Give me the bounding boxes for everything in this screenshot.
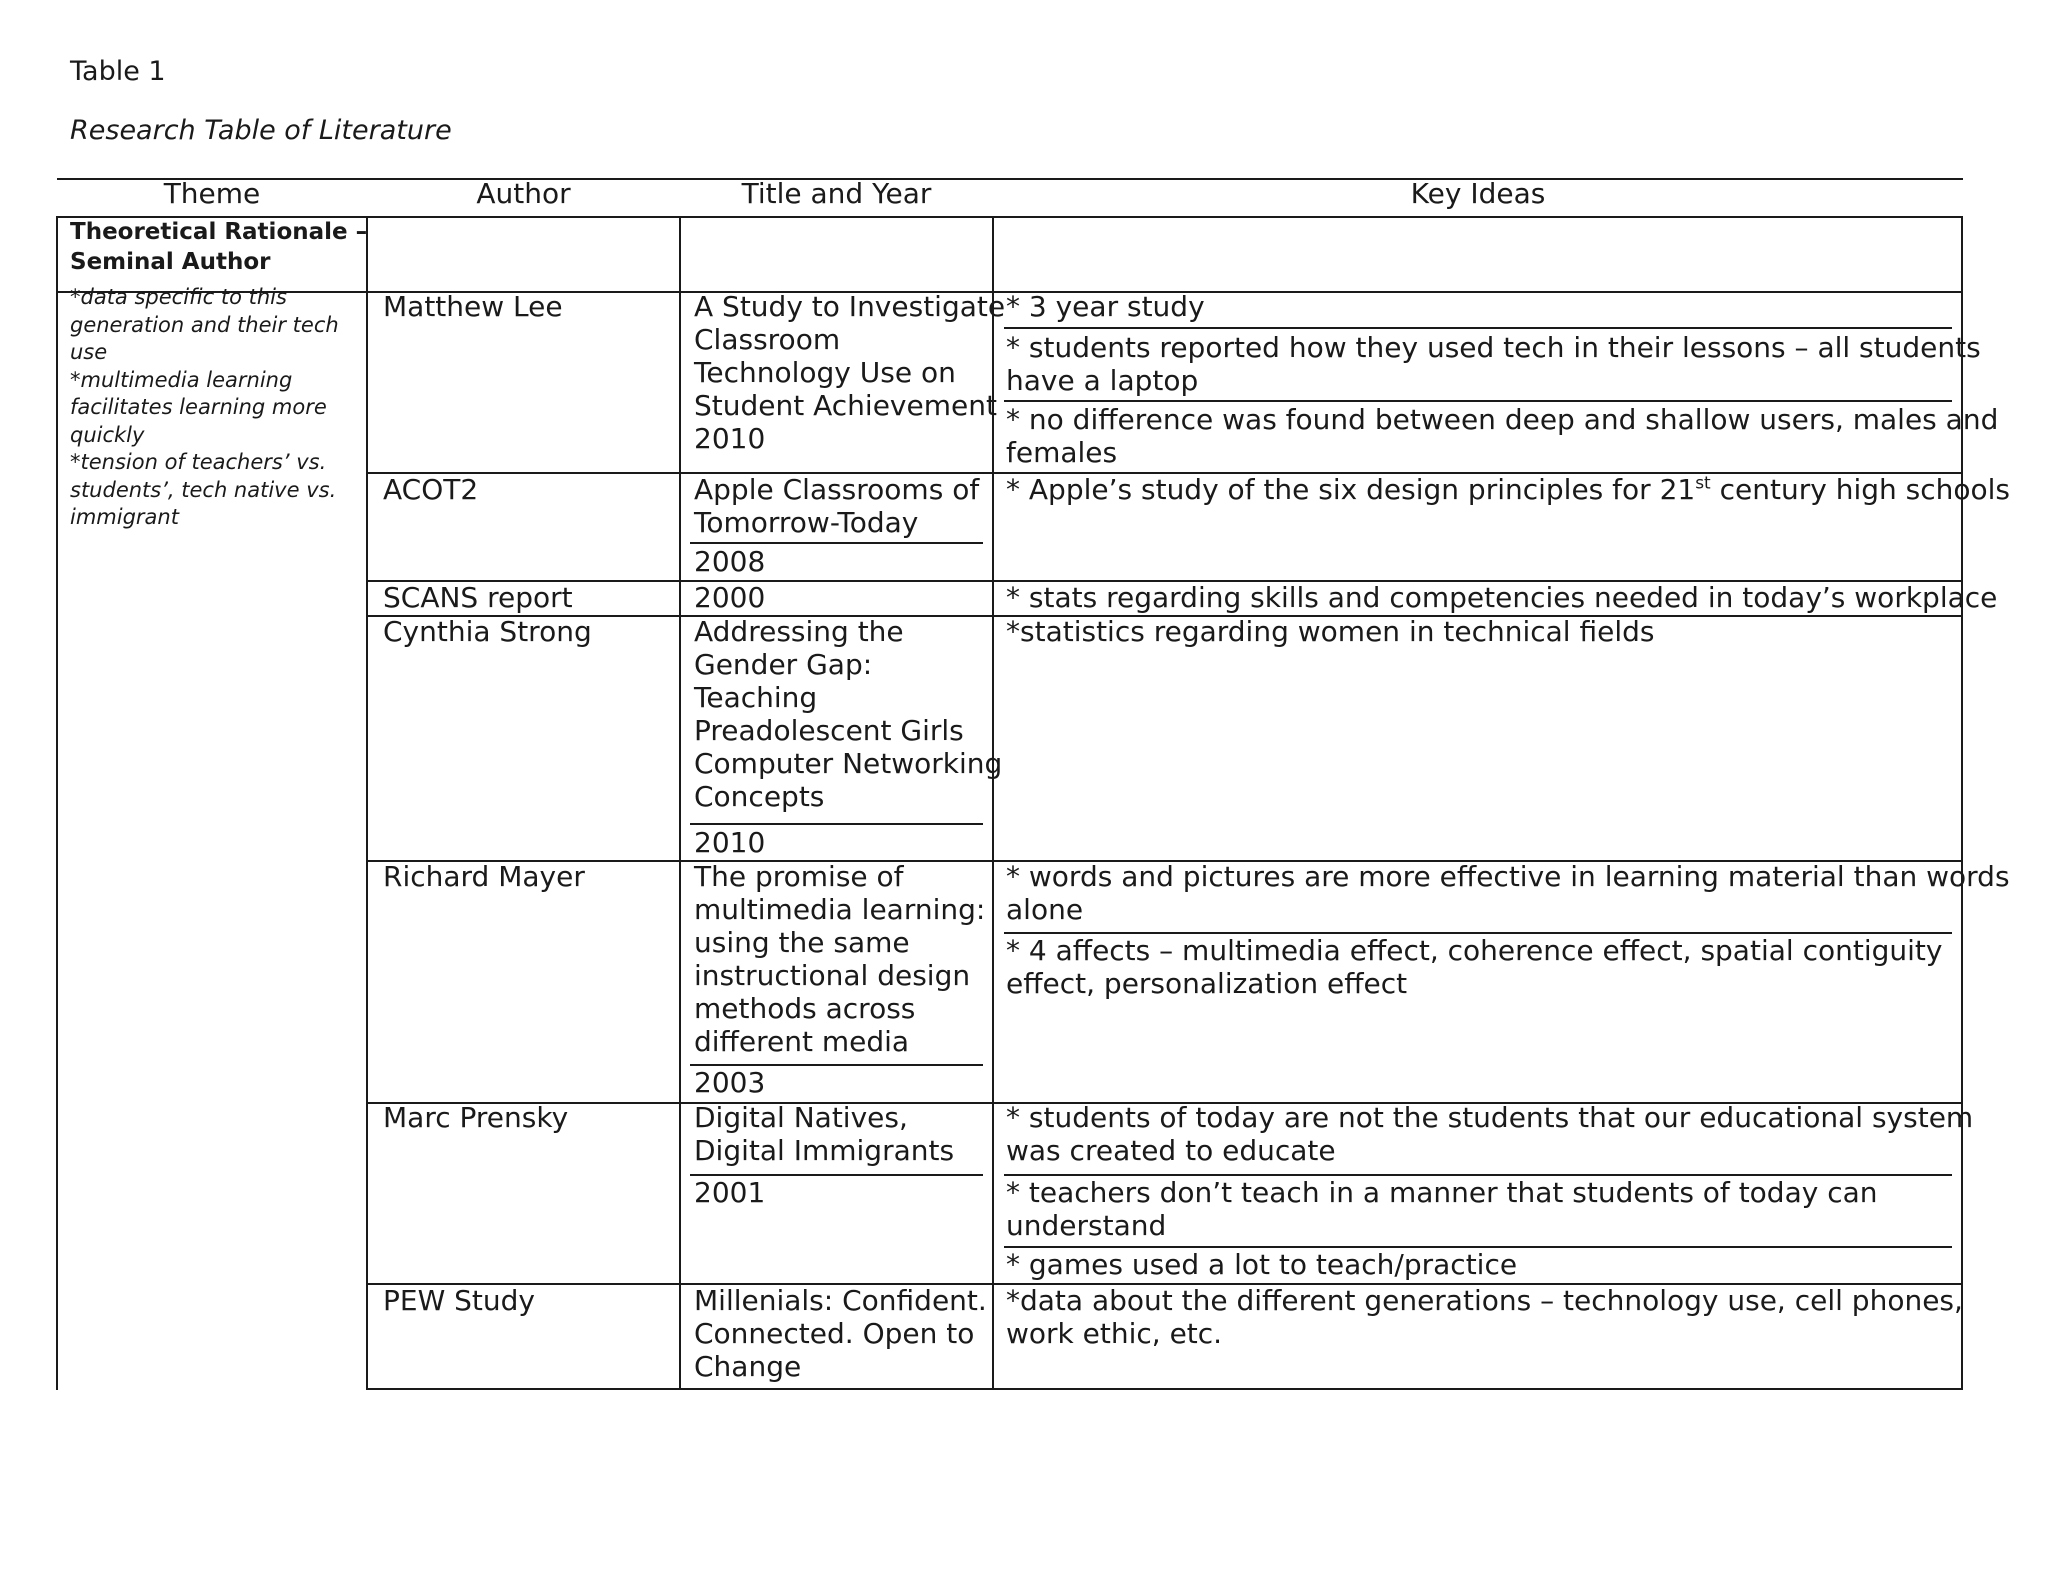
idea-divider [1004, 400, 1952, 402]
key-idea: * 4 affects – multimedia effect, coherence effect, spatial contiguity effect, personalization effect [1006, 934, 1943, 1000]
year-divider [690, 823, 983, 825]
year-cell: 2003 [694, 1066, 766, 1099]
key-idea: *data about the different generations – technology use, cell phones, work ethic, etc. [1006, 1284, 1963, 1350]
theme-note: *tension of teachers’ vs. students’, tech native vs. immigrant [70, 450, 337, 529]
title-cell: Addressing the Gender Gap: Teaching Preadolescent Girls Computer Networking Concepts [694, 615, 1003, 813]
author-cell: ACOT2 [383, 473, 479, 506]
key-idea: * stats regarding skills and competencies needed in today’s workplace [1006, 581, 1998, 614]
theme-heading: Theoretical Rationale – Seminal Author [70, 219, 368, 275]
title-cell: A Study to Investigate Classroom Technology Use on Student Achievement 2010 [694, 290, 1006, 455]
title-cell: 2000 [694, 581, 766, 614]
title-cell: Apple Classrooms of Tomorrow-Today [694, 473, 980, 539]
key-idea: * no difference was found between deep and shallow users, males and females [1006, 403, 1999, 469]
author-cell: SCANS report [383, 581, 573, 614]
table-bottom-rule [366, 1388, 1963, 1390]
year-cell: 2001 [694, 1176, 766, 1209]
author-cell: Matthew Lee [383, 290, 563, 323]
theme-note: *multimedia learning facilitates learning more quickly [70, 367, 327, 447]
key-idea: * students of today are not the students that our educational system was created to educate [1006, 1101, 1974, 1167]
author-cell: PEW Study [383, 1284, 536, 1317]
theme-notes [70, 284, 360, 532]
column-header-title-year: Title and Year [741, 177, 932, 210]
theme-left-rule [56, 216, 58, 1390]
title-cell: Millenials: Confident. Connected. Open to Change [694, 1284, 987, 1383]
theme-note: *data specific to this generation and their tech use [70, 285, 339, 364]
table-title: Research Table of Literature [70, 115, 452, 146]
year-cell: 2008 [694, 545, 766, 578]
key-idea: * teachers don’t teach in a manner that students of today can understand [1006, 1176, 1878, 1242]
key-idea: * students reported how they used tech in their lessons – all students have a laptop [1006, 331, 1981, 397]
author-cell: Marc Prensky [383, 1101, 569, 1134]
author-cell: Cynthia Strong [383, 615, 592, 648]
key-idea: * words and pictures are more effective in learning material than words alone [1006, 860, 2010, 926]
title-left-rule [679, 216, 681, 1390]
column-header-theme: Theme [163, 177, 261, 210]
author-left-rule [366, 216, 368, 1390]
key-idea: * 3 year study [1006, 290, 1205, 323]
title-cell: Digital Natives, Digital Immigrants [694, 1101, 955, 1167]
table-number: Table 1 [70, 56, 166, 87]
column-header-author: Author [476, 177, 571, 210]
year-divider [690, 542, 983, 544]
author-cell: Richard Mayer [383, 860, 585, 893]
year-cell: 2010 [694, 826, 766, 859]
idea-divider [1004, 327, 1952, 329]
key-idea: *statistics regarding women in technical fields [1006, 615, 1655, 648]
title-cell: The promise of multimedia learning: using the same instructional design methods across different media [694, 860, 986, 1058]
key-idea: * games used a lot to teach/practice [1006, 1248, 1518, 1281]
key-idea: * Apple’s study of the six design principles for 21st century high schools [1006, 473, 2011, 506]
column-header-key-ideas: Key Ideas [1410, 177, 1546, 210]
